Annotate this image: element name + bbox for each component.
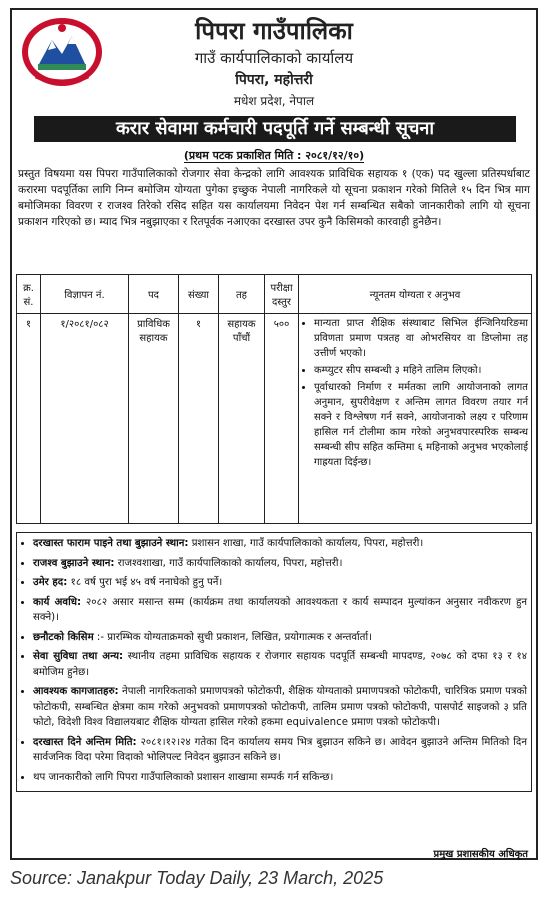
- col-header-level: तह: [219, 275, 265, 314]
- list-item: [33, 630, 527, 646]
- col-header-quals: न्यूनतम योग्यता र अनुभव: [299, 275, 532, 314]
- note-label: उमेर हद:: [33, 577, 68, 588]
- cell-adno: १/२०८१/०८२: [41, 314, 129, 524]
- intro-paragraph: प्रस्तुत विषयमा यस पिपरा गाउँपालिकाको रोजगार सेवा केन्द्रको लागि आवश्यक प्राविधिक सहायक १ (एक) पद खुल्ला प्रतिस्पर्धाबाट करारमा पदपूर्तिका लागि निम्न बमोजिम योग्यता पुगेका इच्छुक नेपाली नागरिकले यो सूचना प्रकाशन गरेको मितिले १५ दिन भित्र माग बमोजिमका विवरण र राजश्व तिरेको रसिद सहित यस कार्यालयमा निवेदन पेश गर्न सम्बन्धित सबैको जानकारीको लागि यो सूचना प्रकाशन गरिएको छ। म्याद भित्र नबुझाएका र रितपूर्वक नआएका दरखास्त उपर कुनै किसिमको कारवाही हुनेछैन।: [18, 168, 530, 228]
- office-location: पिपरा, महोत्तरी: [235, 72, 313, 88]
- cell-count: १: [179, 314, 219, 524]
- list-item: • पूर्वाधारको निर्माण र मर्मतका लागि आयोजनाको लागत अनुमान, सुपरीवेक्षण र अन्तिम लागत विवरण तयार गर्न सक्ने र विश्लेषण गर्न सक्ने, आयोजनाको लक्ष्य र परिणाम हासिल गर्न टोलीमा काम गरेको अनुभवपारस्परिक सम्बन्ध सम्बन्धी सीप सहित कम्तिमा ६ महिनाको अनुभव भएकोलाई गाह्रयता दिईन्छ।: [314, 380, 528, 470]
- list-item: [33, 595, 527, 626]
- org-name: पिपरा गाउँपालिका: [195, 17, 353, 45]
- note-label: सेवा सुविधा तथा अन्य:: [33, 651, 124, 662]
- list-item: • मान्यता प्राप्त शैक्षिक संस्थाबाट सिभिल ईन्जिनियरिङमा प्रविणता प्रमाण पत्रतह वा ओभरसियर वा डिप्लोमा तह उत्तीर्ण भएको।: [314, 316, 528, 361]
- col-header-sn: क्र. सं.: [17, 275, 41, 314]
- list-item: [33, 556, 527, 572]
- note-label: राजश्व बुझाउने स्थान:: [33, 557, 115, 569]
- notes-list: [21, 536, 527, 785]
- note-label: छनौटको किसिम: [33, 631, 94, 643]
- note-text: प्रशासन शाखा, गाउँ कार्यपालिकाको कार्यालय, पिपरा, महोत्तरी।: [188, 538, 424, 549]
- province-name: मधेश प्रदेश, नेपाल: [233, 94, 315, 108]
- note-text: नेपाली नागरिकताको प्रमाणपत्रको फोटोकपी, शैक्षिक योग्यताको प्रमाणपत्रको फोटोकपी, चारित्रिक प्रमाण पत्रको फोटोकपी, सम्बन्धित क्षेत्रमा काम गरेको अनुभवको प्रमाणपत्रको फोटोकपी, तालिम प्रमाण पत्रको फोटोकपी, पासपोर्ट साइजको ३ प्रति फोटो, विदेशी विश्व विद्यालयबाट शैक्षिक योग्यता हासिल गरेको हकमा equivalence प्रमाण पत्रको फोटोकपी।: [33, 686, 527, 728]
- note-text: राजश्वशाखा, गाउँ कार्यपालिकाको कार्यालय, पिपरा, महोत्तरी।: [114, 557, 343, 569]
- note-text: स्थानीय तहमा प्राविधिक सहायक र रोजगार सहायक पदपूर्ति सम्बन्धी मापदण्ड, २०७८ को दफा १३ र १४ बमोजिम हुनेछ।: [33, 651, 527, 678]
- list-item: • कम्प्युटर सीप सम्बन्धी ३ महिने तालिम लिएको।: [314, 363, 528, 378]
- note-text: २०८१।१२।२४ गतेका दिन कार्यालय समय भित्र बुझाउन सकिने छ। आवेदन बुझाउने अन्तिम मितिको दिन सार्वजनिक विदा परेमा विदाको भोलिपल्ट निवेदन बुझाउन सकिने छ।: [33, 736, 527, 763]
- publication-date-text: (प्रथम पटक प्रकाशित मिति : २०८१/१२/१०): [183, 149, 365, 162]
- notice-page: [10, 8, 538, 860]
- note-label: दरखास्त फाराम पाइने तथा बुझाउने स्थान:: [33, 538, 189, 549]
- col-header-adno: विज्ञापन नं.: [41, 275, 129, 314]
- list-item: [33, 684, 527, 731]
- vacancy-table: [16, 274, 532, 524]
- list-item: [33, 536, 527, 552]
- note-text: :- प्रारम्भिक योग्यताक्रमको सुची प्रकाशन, लिखित, प्रयोगात्मक र अन्तर्वार्ता।: [93, 631, 372, 643]
- cell-quals: [299, 314, 532, 524]
- table-header-row: [17, 275, 532, 314]
- col-header-fee: परीक्षा दस्तुर: [265, 275, 299, 314]
- notes-box: [16, 532, 532, 792]
- qualification-list: [302, 316, 528, 470]
- notice-title-banner: करार सेवामा कर्मचारी पदपूर्ति गर्ने सम्बन्धी सूचना: [34, 116, 516, 142]
- list-item: [33, 770, 527, 786]
- notice-header: [12, 10, 536, 114]
- col-header-count: संख्या: [179, 275, 219, 314]
- note-label: कार्य अवधि:: [33, 596, 82, 608]
- list-item: [33, 735, 527, 766]
- list-item: [33, 649, 527, 680]
- note-label: आवश्यक कागजातहरु:: [33, 686, 119, 697]
- cell-sn: १: [17, 314, 41, 524]
- office-name: गाउँ कार्यपालिकाको कार्यालय: [194, 49, 354, 67]
- cell-fee: ५००: [265, 314, 299, 524]
- source-caption: Source: Janakpur Today Daily, 23 March, 2025: [10, 868, 384, 888]
- cell-level: सहायक पाँचौं: [219, 314, 265, 524]
- signoff-title: प्रमुख प्रशासकीय अधिकृत: [433, 849, 528, 860]
- publication-date: [12, 148, 536, 163]
- table-row: [17, 314, 532, 524]
- cell-post: प्राविधिक सहायक: [129, 314, 179, 524]
- note-text: २०८२ असार मसान्त सम्म (कार्यक्रम तथा कार्यालयको आवश्यकता र कार्य सम्पादन मुल्यांकन अनुसार नवीकरण हुन सक्ने)।: [33, 596, 528, 623]
- col-header-post: पद: [129, 275, 179, 314]
- note-label: दरखास्त दिने अन्तिम मिति:: [33, 736, 137, 748]
- list-item: [33, 575, 527, 591]
- note-text: थप जानकारीको लागि पिपरा गाउँपालिकाको प्रशासन शाखामा सम्पर्क गर्न सकिन्छ।: [33, 771, 334, 783]
- note-text: १८ वर्ष पुरा भई ४५ वर्ष ननाघेको हुनु पर्ने।: [67, 577, 223, 588]
